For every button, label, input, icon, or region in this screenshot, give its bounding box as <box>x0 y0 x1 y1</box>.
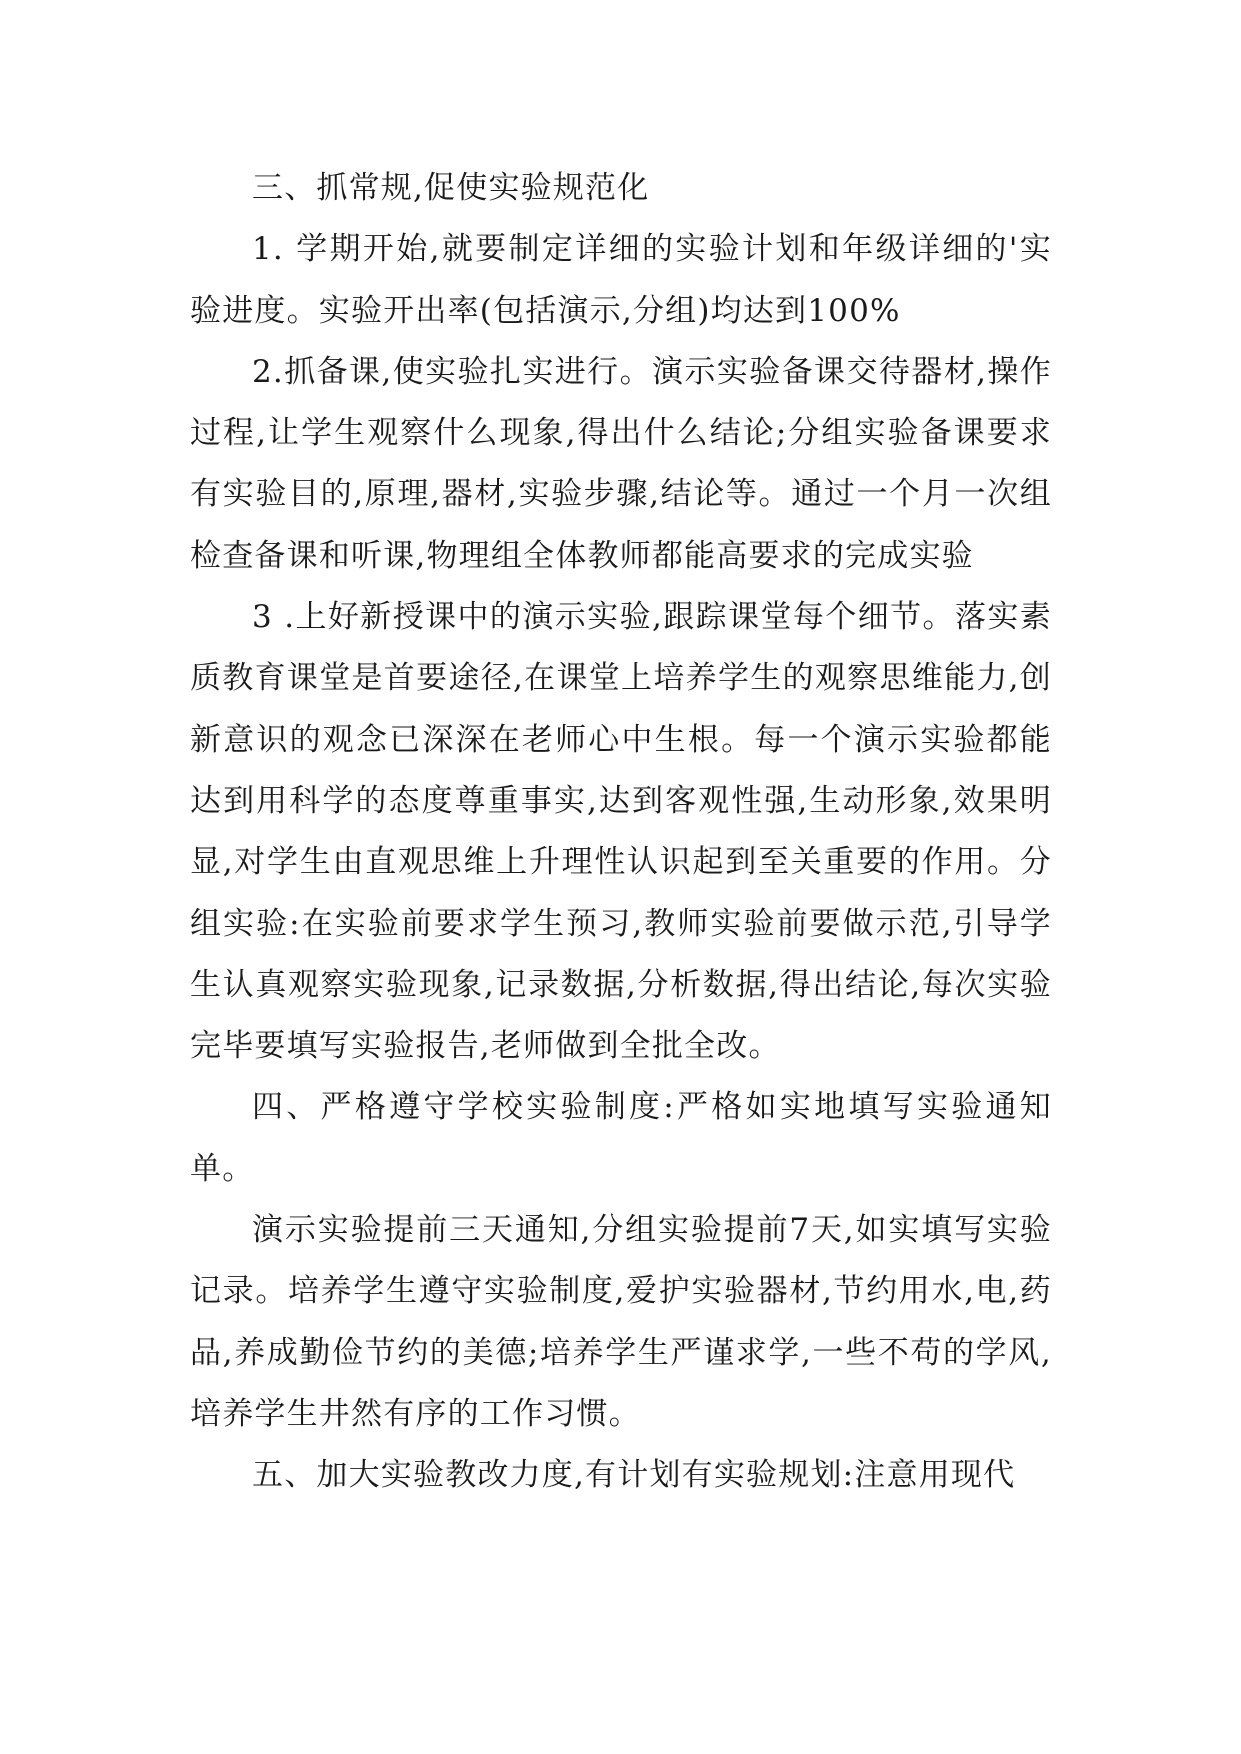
section-heading-three: 三、抓常规,促使实验规范化 <box>252 170 650 206</box>
paragraph-notification: 演示实验提前三天通知,分组实验提前7天,如实填写实验记录。培养学生遵守实验制度,爱护实验器材,节约用水,电,药品,养成勤俭节约的美德;培养学生严谨求学,一些不苟的学风,培养学生井然有序的工作习惯。 <box>190 1212 1052 1432</box>
paragraph-item-2: 2.抓备课,使实验扎实进行。演示实验备课交待器材,操作过程,让学生观察什么现象,得出什么结论;分组实验备课要求有实验目的,原理,器材,实验步骤,结论等。通过一个月一次组检查备课和听课,物理组全体教师都能高要求的完成实验 <box>190 353 1052 574</box>
section-heading-four: 四、严格遵守学校实验制度:严格如实地填写实验通知单。 <box>190 1089 1052 1187</box>
section-heading-five: 五、加大实验教改力度,有计划有实验规划:注意用现代 <box>252 1457 1016 1494</box>
document-body <box>190 158 1052 1507</box>
paragraph-item-1: 1. 学期开始,就要制定详细的实验计划和年级详细的'实验进度。实验开出率(包括演示,分组)均达到100% <box>190 231 1052 329</box>
paragraph-item-3: 3 .上好新授课中的演示实验,跟踪课堂每个细节。落实素质教育课堂是首要途径,在课堂上培养学生的观察思维能力,创新意识的观念已深深在老师心中生根。每一个演示实验都能达到用科学的态度尊重事实,达到客观性强,生动形象,效果明显,对学生由直观思维上升理性认识起到至关重要的作用。分组实验:在实验前要求学生预习,教师实验前要做示范,引导学生认真观察实验现象,记录数据,分析数据,得出结论,每次实验完毕要填写实验报告,老师做到全批全改。 <box>190 599 1052 1065</box>
